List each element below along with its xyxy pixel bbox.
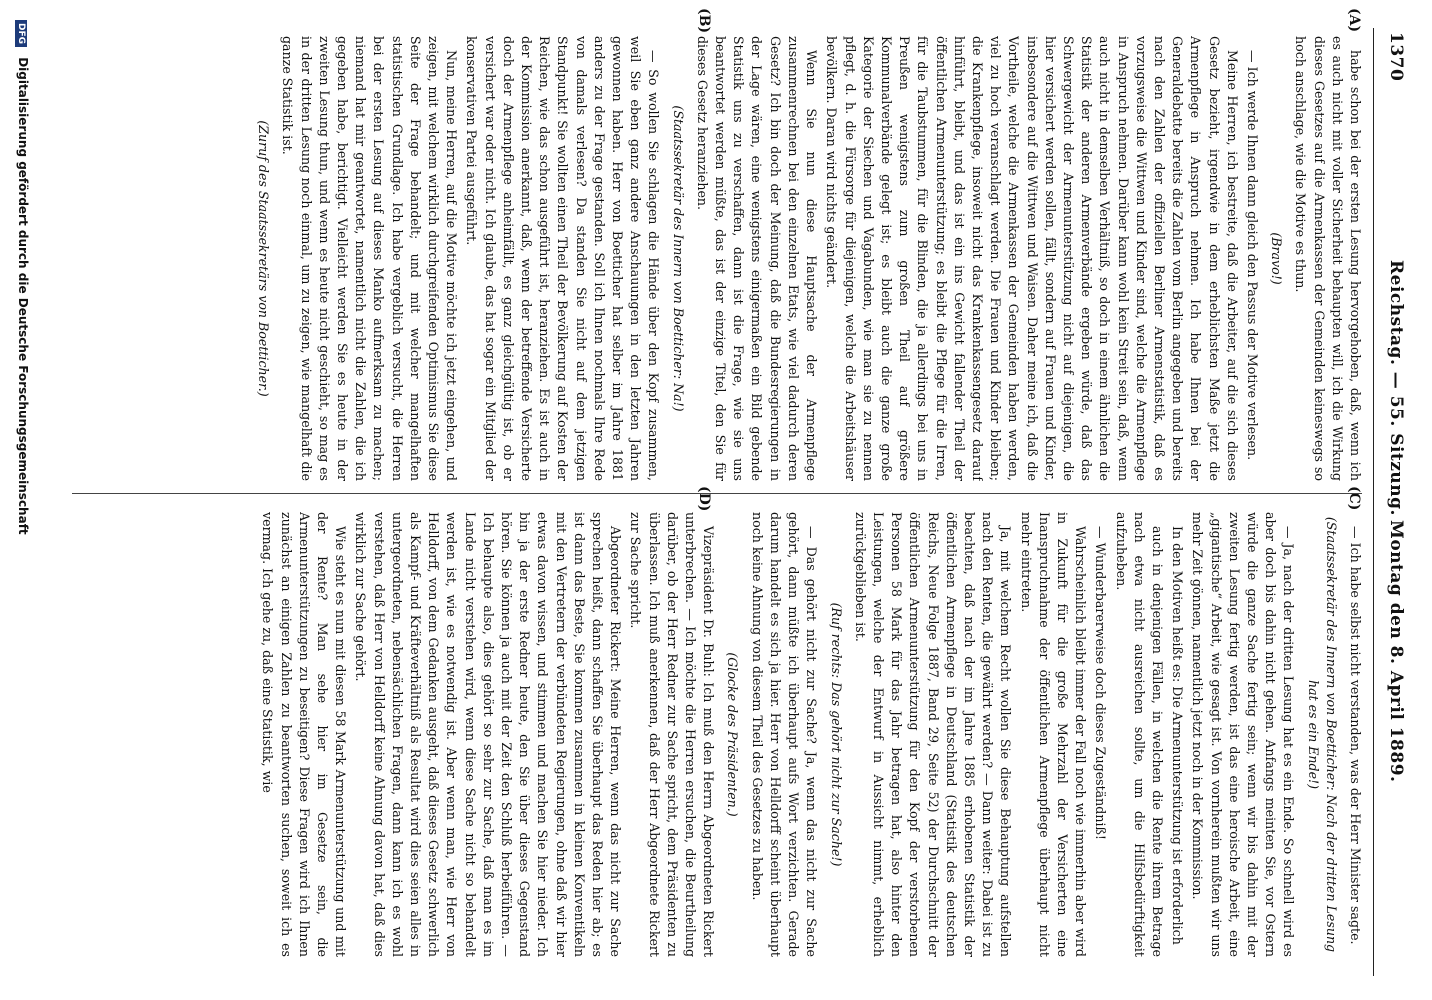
left-text-column — [74, 36, 1364, 481]
paragraph: Abgeordneter Rickert: Meine Herren, wenn das nicht zur Sache sprechen heißt, dann schaffen Sie überhaupt das Reden hier ab; es ist dann das Beste, Sie kommen zusammen in kleinen Konventikeln mit den Vertretern der verbündeten Regierungen, ohne daß wir hier etwas davon wissen, und stimmen und machen Sie hier nieder. Ich bin ja der erste Redner heute, den Sie über dieses Gegenstand hören. Sie können ja auch mit der Zeit den Schluß herbeiführen. — Ich behaupte also, dies gehört so sehr zur Sache, daß man es im Lande nicht verstehen wird, wenn diese Sache nicht so behandelt werden ist, wie es notwendig ist. Aber wenn man, wie Herr von Helldorff, von dem Gedanken ausgeht, daß dieses Gesetz schwerlich als Kampf- und Kräfteverhältniß als Resultat wird dies seien alles in untergeordneten, nebensächlichen Fragen, dann kann ich es wohl verstehen, daß Herr von Helldorff keine Ahnung davon hat, daß dies wirklich zur Sache gehört. — [353, 512, 624, 957]
paragraph: Ja, mit welchem Recht wollen Sie diese Behauptung aufstellen nach den Renten, die gewährt werden? — Dann weiter: Dabei ist zu beachten, daß nach der im Jahre 1885 erhobenen Statistik der öffentlichen Armenpflege in Deutschland (Statistik des deutschen Reichs, Neue Folge 1887, Band 29, Seite 52) der Durchschnitt der öffentlichen Armenunterstützung für den Kopf der verstorbenen Personen 58 Mark für das Jahr betragen hat, also hinter den Leistungen, welche der Entwurf in Aussicht nimmt, erheblich zurückgeblieben ist. — [852, 512, 1014, 957]
paragraph: habe schon bei der ersten Lesung hervorgehoben, daß, wenn ich es auch nicht mit voller Sicherheit behaupten will, ich die Wirkung dieses Gesetzes auf die Armenkassen der Gemeinden keineswegs so hoch anschlage, wie die Motive es thun. — [1293, 36, 1363, 481]
paragraph: — Ja, nach der dritten Lesung hat es ein Ende. So schnell wird es aber doch bis dahin nicht gehen. Anfangs meinten Sie, vor Ostern würde die ganze Sache fertig sein; wenn wir bis dahin mit der zweiten Lesung fertig werden, ist das eine heroische Arbeit, eine „gigantische“ Arbeit, wie gesagt ist. Von vornherein mußten wir uns mehr Zeit gönnen, namentlich jetzt noch in der Kommission. — [1190, 512, 1297, 957]
right-text-column — [74, 512, 1364, 957]
footer-text: Digitalisierung gefördert durch die Deutsche Forschungsgemeinschaft — [16, 57, 30, 535]
paragraph: Wahrscheinlich bleibt immer der Fall noch wie immerhin aber wird in Zukunft für die große Mehrzahl der Versicherten eine Inanspruchnahme der öffentlichen Armenpflege überhaupt nicht mehr eintreten. — [1018, 512, 1089, 957]
column-divider — [72, 493, 1362, 494]
margin-mark-b: (B) — [696, 8, 712, 34]
paragraph: Meine Herren, ich bestreite, daß die Arbeiter, auf die sich dieses Gesetz bezieht, irgendwie in dem erheblichsten Maße jetzt die Armenpflege in Anspruch nehmen. Ich habe Ihnen bei der Generaldebatte bereits die Zahlen vom Berlin angegeben und bereits nach den Zahlen der offiziellen Berliner Armenstatistik, daß es vorzugsweise die Wittwen und Kinder sind, welche die Armenpflege in Anspruch nehmen. Darüber kann wohl kein Streit sein, daß, wenn auch nicht in demselben Verhältniß, so doch in einem ähnlichen die Statistik der anderen Armenverbände ergeben würde, daß das Schwergewicht der Armenunterstützung nicht auf diejenigen, die hier versichert werden sollen, fällt, sondern auf Frauen und Kinder, insbesondere auf die Wittwen und Waisen. Daher meine ich, daß die Vortheile, welche die Armenkassen der Gemeinden haben werden, viel zu hoch veranschlagt werden. Die Frauen und Kinder bleiben; die Krankenpflege, insoweit nicht das Krankenkassengesetz darauf hinführt, bleibt, und das ist ein ins Gewicht fallender Theil der öffentlichen Armenunterstützung; es bleibt die Pflege für die Irren, für die Taubstummen, für die Blinden, die ja allerdings bei uns in Preußen wenigstens zum großen Theil auf größere Kommunalverbände gelegt ist; es bleibt auch die ganze große Kategorie der Siechen und Vagabunden, wie man sie zu nennen pflegt, d. h. die Fürsorge für diejenigen, welche die Arbeitshäuser bevölkern. Daran wird nichts geändert. — [824, 36, 1240, 481]
paragraph: auch in denjenigen Fällen, in welchen die Rente ihrem Betrage nach etwa nicht ausreichen sollte, um die Hilfsbedürftigkeit aufzuheben. — [1113, 512, 1165, 957]
paragraph: — Ich habe selbst nicht verstanden, was der Herr Minister sagte. — [1348, 526, 1363, 945]
dfg-logo: DFG — [15, 20, 27, 47]
paragraph: — Ich werde Ihnen dann gleich den Passus der Motive verlesen. — [1244, 50, 1260, 461]
page-title: Reichstag. — 55. Sitzung. — [1386, 260, 1406, 516]
interjection: (Bravo!) — [1269, 232, 1285, 285]
paragraph: Nun, meine Herren, auf die Motive möchte ich jetzt eingehen, und zeigen, mit welchem wirklich durchgreifenden Optimismus Sie diese Seite der Frage behandelt; und mit welcher mangelhaften statistischen Grundlage. Ich habe vergeblich versucht, die Herren bei der ersten Lesung auf dieses Manko aufmerksam zu machen; niemand hat mir geantwortet, namentlich nicht die Zahlen, die ich gegeben habe, berichtigt. Vielleicht werden Sie es heute in der zweiten Lesung thun, und wenn es heute nicht geschieht, so mag es in der dritten Lesung noch einmal, um zu zeigen, wie mangelhaft die ganze Statistik ist. — [280, 36, 460, 481]
interjection: (Ruf rechts: Das gehört nicht zur Sache!) — [828, 602, 844, 867]
interjection: (Glocke des Präsidenten.) — [725, 652, 741, 817]
paragraph: Vizepräsident Dr. Buhl: Ich muß den Herrn Abgeordneten Rickert unterbrechen. — Ich möchte die Herren ersuchen, die Beurtheilung darüber, ob der Herr Redner zur Sache spricht, dem Präsidenten zu überlassen. Ich muß anerkennen, daß der Herr Abgeordnete Rickert zur Sache spricht. — [628, 512, 717, 957]
paragraph: In den Motiven heißt es: Die Armenunterstützung ist erforderlich — [1170, 526, 1186, 945]
margin-mark-d: (D) — [696, 486, 712, 512]
margin-mark-c: (C) — [1346, 486, 1362, 511]
interjection: (Staatssekretär des Innern von Boetticher: Nach der dritten Lesung hat es ein Ende!) — [1305, 516, 1339, 953]
interjection: (Staatssekretär des Innern von Boetticher: Na!) — [670, 105, 686, 412]
paragraph: — Wunderbarerweise doch dieses Zugeständniß! — [1093, 526, 1109, 840]
paragraph: Wie steht es nun mit diesen 58 Mark Armenunterstützung und mit der Rente? Man sehe hier im Gesetze sein, die Armenunterstützungen zu beseitigen? Diese Fragen wird ich Ihnen zunächst an einigen Zahlen zu beantworten suchen, soweit ich es vermag. Ich gehe zu, daß eine Statistik, wie — [260, 512, 349, 957]
paragraph: — So wollen Sie schlagen die Hände über den Kopf zusammen, weil Sie eben ganz andere Anschauungen in den letzten Jahren gewonnen haben. Herr von Boetticher hat selber im Jahre 1881 anders zu der Frage gestanden. Soll ich Ihnen nochmals Ihre Rede von damals verlesen? Da standen Sie nicht auf dem jetzigen Standpunkt! Sie wollten einen Theil der Bevölkerung auf Kosten der Reichen, wie das schon ausgeführt ist, heranziehen. Es ist auch in der Kommission anerkannt, daß, wenn der betreffende Versicherte doch der Armenpflege anheimfällt, es ganz gleichgültig ist, ob er versichert war oder nicht. Ich glaube, das hat sogar ein Mitglied der konservativen Partei ausgeführt. — [464, 36, 662, 481]
interjection: (Zuruf des Staatssekretärs von Boetticher.) — [256, 120, 272, 397]
page-header — [1374, 0, 1414, 1000]
paragraph: Wenn Sie nun diese Hauptsache der Armenpflege zusammenrechnen bei den einzelnen Etats, wie viel dadurch deren Gesetz? Ich bin doch der Meinung, daß die Bundesregierungen in der Lage wären, eine wenigstens einigermaßen ein Bild gebende Statistik uns zu verschaffen, dann ist die Frage, wie sie uns beantwortet werden müßte, das ist der einzige Titel, den Sie für dieses Gesetz heranziehen. — [694, 36, 820, 481]
session-date: Montag den 8. April 1889. — [1386, 520, 1406, 783]
digitization-footer — [15, 20, 30, 980]
header-rule — [1373, 28, 1374, 976]
margin-mark-a: (A) — [1346, 8, 1362, 33]
page-number: 1370 — [1386, 32, 1406, 82]
paragraph: — Das gehört nicht zur Sache? Ja, wenn das nicht zur Sache gehört, dann müßte ich überhaupt aufs Wort verzichten. Gerade darum handelt es sich ja hier. Herr von Helldorff scheint überhaupt noch keine Ahnung von diesem Theil des Gesetzes zu haben. — [749, 512, 820, 957]
